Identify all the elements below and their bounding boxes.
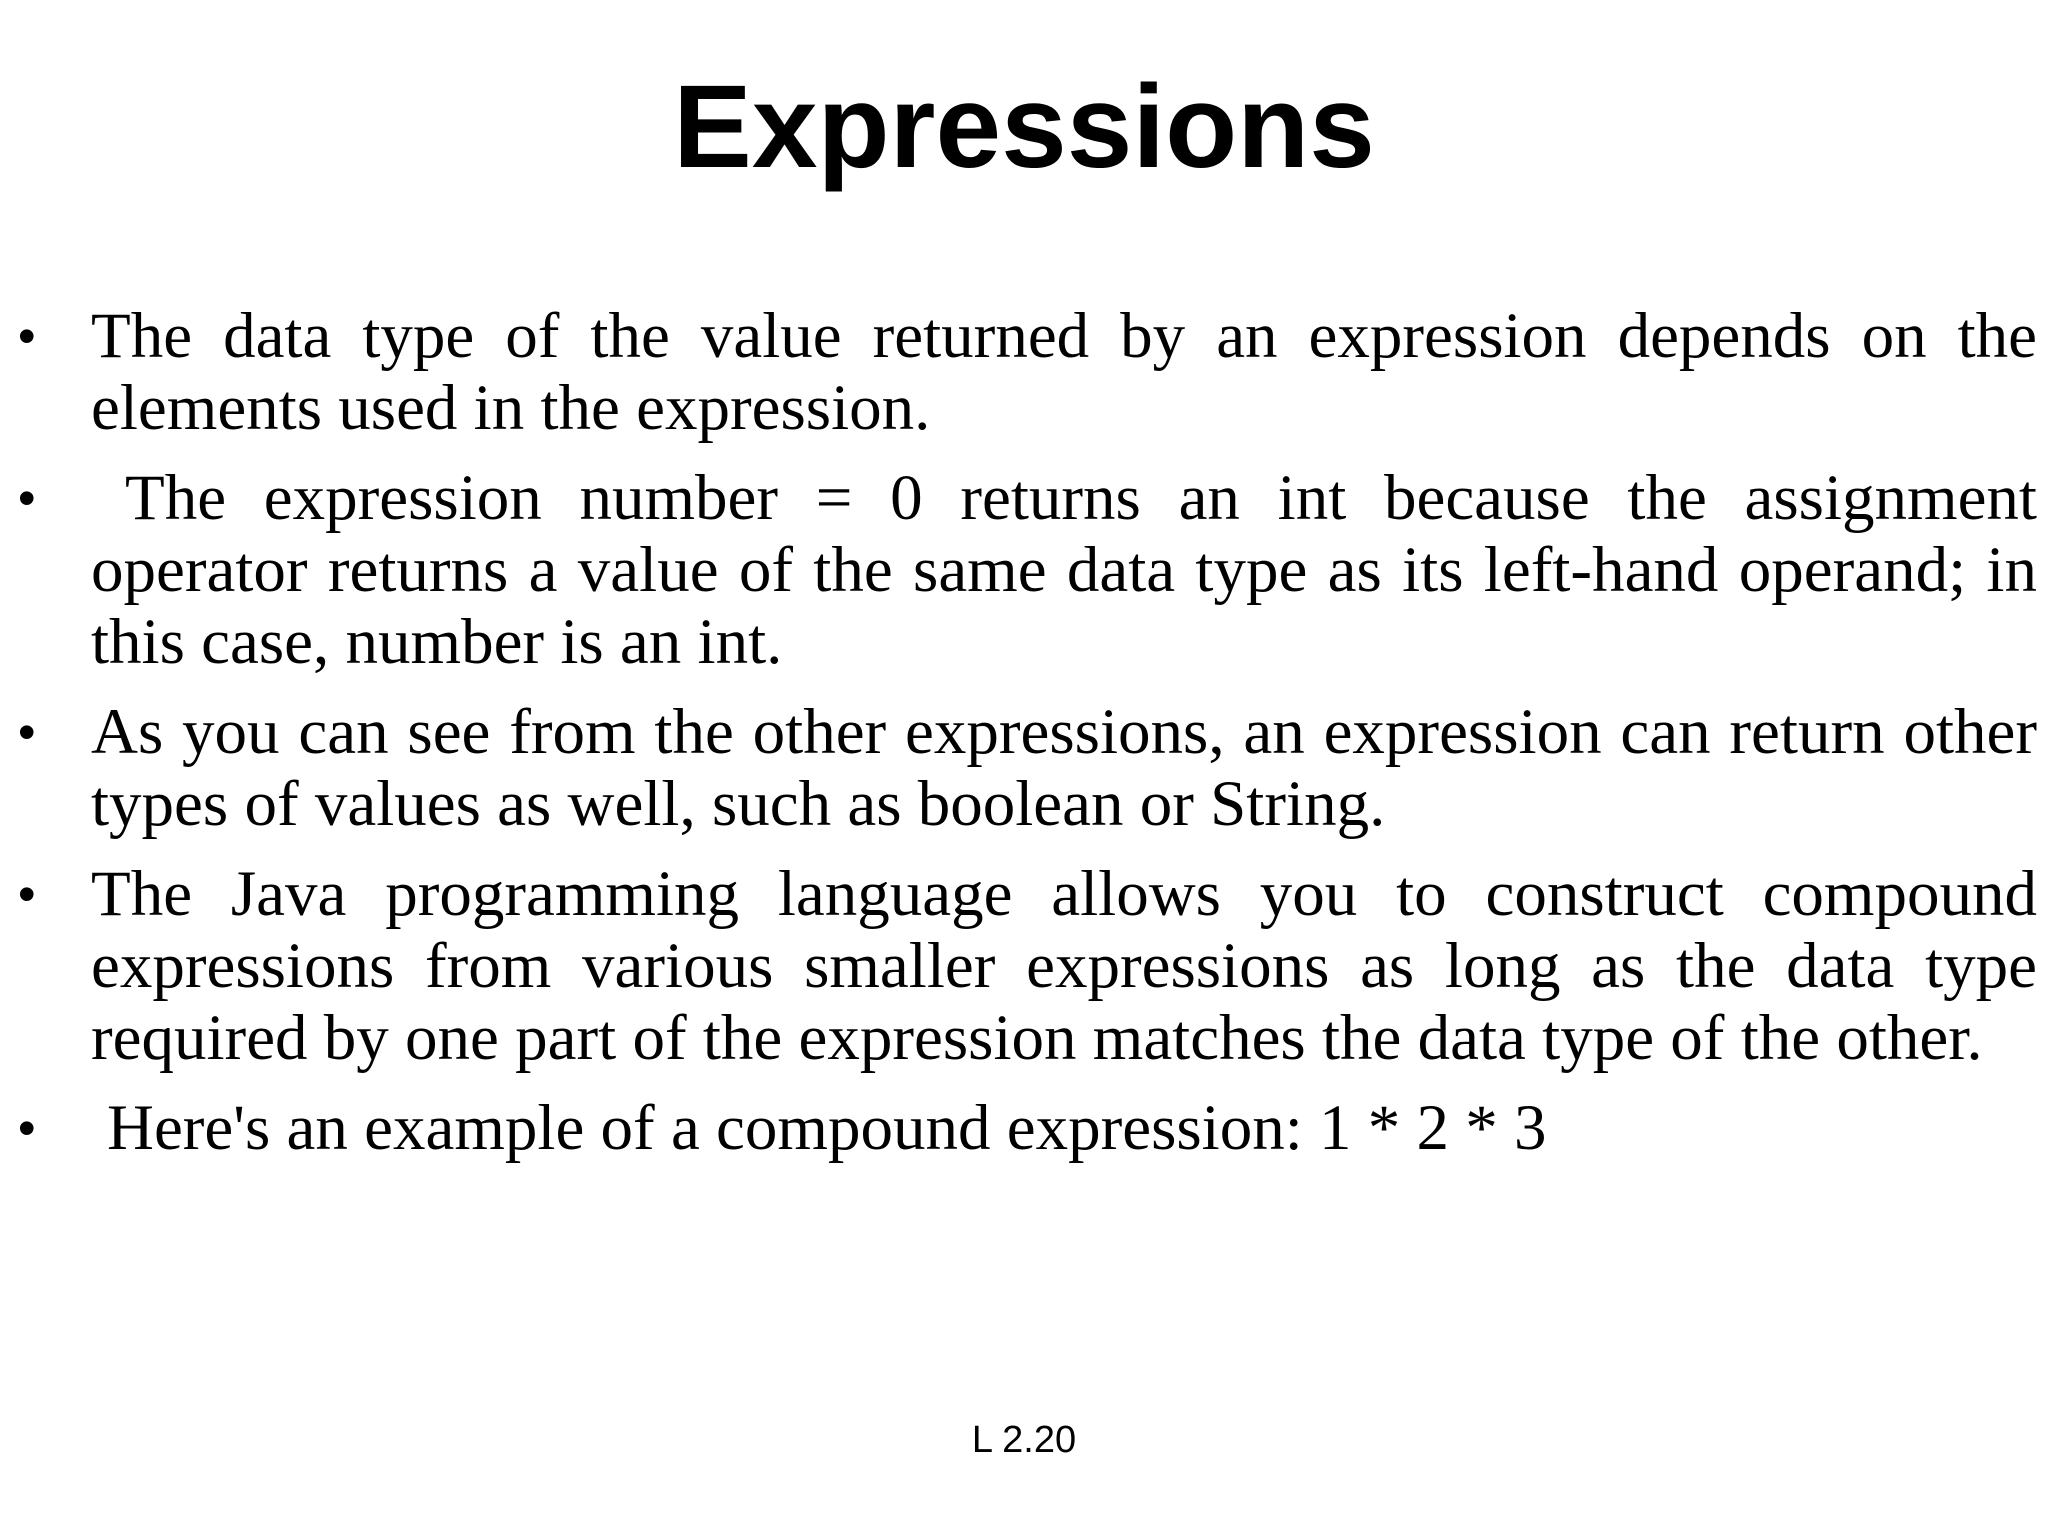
bullet-marker: • [18,470,36,526]
bullet-marker: • [18,704,36,760]
bullet-text: As you can see from the other expressions, an expression can return other types of values as well, such as boolean or String. [91,696,2037,840]
bullet-item [0,462,2048,678]
bullet-text: The expression number = 0 returns an int because the assignment operator returns a value of the same data type as its left-hand operand; in this case, number is an int. [91,462,2037,678]
slide-number: L 2.20 [971,1419,1077,1461]
bullet-text: Here's an example of a compound expression: 1 * 2 * 3 [107,1092,1547,1164]
bullet-text: The data type of the value returned by an expression depends on the elements used in the expression. [91,300,2037,444]
bullet-item [0,858,2048,1074]
bullet-marker: • [18,308,36,364]
bullet-item [0,696,2048,840]
bullet-marker: • [18,1100,36,1156]
bullet-item [0,1092,2048,1164]
bullet-marker: • [18,866,36,922]
bullet-item [0,300,2048,444]
bullet-list [0,300,2048,1182]
bullet-text: The Java programming language allows you to construct compound expressions from various smaller expressions as long as the data type required by one part of the expression matches the data type of the other. [91,858,2037,1074]
slide-title: Expressions [673,61,1375,193]
